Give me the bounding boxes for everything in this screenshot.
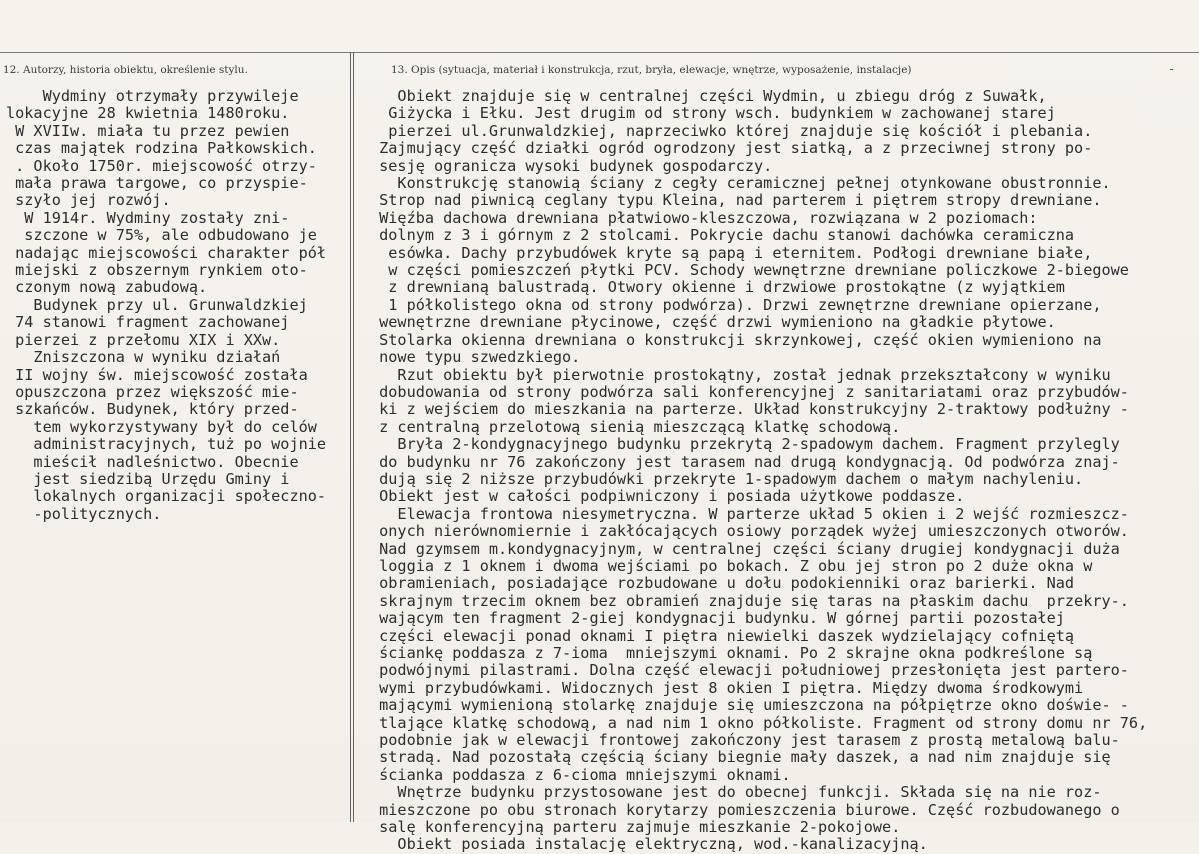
history-text-line: Wydminy otrzymały przywileje bbox=[6, 88, 299, 105]
description-text-line: stradą. Nad pozostałą częścią ściany biegnie mały daszek, a nad nim znajduje się bbox=[370, 749, 1111, 767]
history-column bbox=[6, 88, 352, 523]
description-text-line: Rzut obiektu był pierwotnie prostokątny, został jednak przekształcony w wyniku bbox=[370, 366, 1111, 384]
description-text-line: Konstrukcję stanowią ściany z cegły ceramicznej pełnej otynkowane obustronnie. bbox=[370, 175, 1111, 193]
heading-dash: - bbox=[1168, 62, 1176, 76]
description-text-line: podwójnymi pilastrami. Dolna część elewacji południowej przesłonięta jest partero- bbox=[370, 662, 1129, 680]
description-text-line: Strop nad piwnicą ceglany typu Kleina, nad parterem i piętrem stropy drewniane. bbox=[370, 192, 1102, 210]
history-text-line: Zniszczona w wyniku działań bbox=[6, 349, 281, 367]
history-text-line: II wojny św. miejscowość została bbox=[6, 366, 308, 384]
description-text-line: onych nierównomiernie i zakłócających osiowy porządek wyżej umieszczonych otworów. bbox=[370, 523, 1129, 541]
description-text-line: Obiekt jest w całości podpiwniczony i posiada użytkowe poddasze. bbox=[370, 488, 965, 506]
header-rule bbox=[0, 52, 1199, 53]
history-text-line: -politycznych. bbox=[6, 505, 162, 523]
history-text-line: jest siedzibą Urzędu Gminy i bbox=[6, 470, 290, 488]
history-text-line: szyło jej rozwój. bbox=[6, 192, 171, 210]
description-text-line: ściankę poddasza z 7-ioma mniejszymi oknami. Po 2 skrajne okna podkreślone są bbox=[370, 645, 1093, 662]
history-text-line: nadając miejscowości charakter pół bbox=[6, 244, 327, 262]
description-text-line: Elewacja frontowa niesymetryczna. W parterze układ 5 okien i 2 wejść rozmieszcz- bbox=[370, 505, 1129, 523]
description-text-line: salę konferencyjną parteru zajmuje mieszkanie 2-pokojowe. bbox=[370, 819, 901, 837]
description-text-line: części elewacji ponad oknami I piętra niewielki daszek wydzielający cofniętą bbox=[370, 627, 1075, 645]
description-text-line: dobudowania od strony podwórza sali konferencyjnej z sanitariatami oraz przybudów- bbox=[370, 383, 1129, 401]
history-text-line: tem wykorzystywany był do celów bbox=[6, 418, 317, 436]
description-text-line: podobnie jak w elewacji frontowej zakończony jest tarasem z prostą metalową balu- bbox=[370, 732, 1120, 750]
history-text-line: 74 stanowi fragment zachowanej bbox=[6, 314, 290, 332]
description-text-line: dolnym z 3 i górnym z 2 stolcami. Pokrycie dachu stanowi dachówka ceramiczna bbox=[370, 227, 1075, 245]
description-text-line: 1 półkolistego okna od strony podwórza). Drzwi zewnętrzne drewniane opierzane, bbox=[370, 296, 1102, 314]
description-text-line: ki z wejściem do mieszkania na parterze. Układ konstrukcyjny 2-traktowy podłużny - bbox=[370, 401, 1129, 419]
description-text-line: wewnętrzne drewniane płycinowe, część drzwi wymieniono na gładkie płytowe. bbox=[370, 314, 1056, 332]
description-text-line: nowe typu szwedzkiego. bbox=[370, 349, 581, 367]
description-text-line: mającymi wymienioną stolarkę znajduje się umieszczona na półpiętrze okno doświe- - bbox=[370, 697, 1129, 715]
history-text-line: Budynek przy ul. Grunwaldzkiej bbox=[6, 296, 308, 314]
history-text-line: W XVIIw. miała tu przez pewien bbox=[6, 122, 290, 140]
description-text-line: Wnętrze budynku przystosowane jest do obecnej funkcji. Składa się na nie roz- bbox=[370, 784, 1102, 802]
history-text-line: opuszczona przez większość mie- bbox=[6, 383, 299, 401]
description-text-line: w części pomieszczeń płytki PCV. Schody wewnętrzne drewniane policzkowe 2-biegowe bbox=[370, 262, 1129, 280]
history-text-line: mała prawa targowe, co przyspie- bbox=[6, 175, 308, 193]
description-text-line: dują się 2 niższe przybudówki przekryte 1-spadowym dachem o małym nachyleniu. bbox=[370, 470, 1084, 488]
description-text-line: obramieniach, posiadające rozbudowane u dołu podokienniki oraz barierki. Nad bbox=[370, 575, 1075, 593]
description-text-line: ścianka poddasza z 6-cioma mniejszymi oknami. bbox=[370, 766, 791, 784]
description-text-line: Giżycka i Ełku. Jest drugim od strony wsch. budynkiem w zachowanej starej bbox=[370, 105, 1056, 123]
history-text-line: lokalnych organizacji społeczno- bbox=[6, 488, 327, 506]
history-text-line: czas majątek rodzina Pałkowskich. bbox=[6, 140, 317, 158]
description-text-line: tlające klatkę schodową, a nad nim 1 okno półkoliste. Fragment od strony domu nr 76, bbox=[370, 714, 1148, 732]
history-text-line: szczone w 75%, ale odbudowano je bbox=[6, 227, 317, 245]
description-text-line: z centralną przelotową sienią mieszczącą klatkę schodową. bbox=[370, 418, 901, 436]
history-text-line: miejski z obszernym rynkiem oto- bbox=[6, 262, 308, 280]
description-text-line: Stolarka okienna drewniana o konstrukcji skrzynkowej, część okien wymieniono na bbox=[370, 331, 1102, 349]
history-text-line: administracyjnych, tuż po wojnie bbox=[6, 436, 327, 454]
description-column bbox=[370, 88, 1198, 854]
description-text-line: Obiekt znajduje się w centralnej części Wydmin, u zbiegu dróg z Suwałk, bbox=[370, 88, 1047, 105]
history-text-line: lokacyjne 28 kwietnia 1480roku. bbox=[6, 105, 290, 123]
description-text-line: wającym ten fragment 2-giej kondygnacji budynku. W górnej partii pozostałej bbox=[370, 610, 1065, 628]
description-text-line: skrajnym trzecim oknem bez obramień znajduje się taras na płaskim dachu przekry-. bbox=[370, 592, 1129, 610]
section-12-heading: 12. Autorzy, historia obiektu, określenie stylu. bbox=[3, 64, 248, 76]
history-text-line: czonym nową zabudową. bbox=[6, 279, 208, 297]
description-text-line: Zajmujący część działki ogród ogrodzony jest siatką, a z przeciwnej strony po- bbox=[370, 140, 1093, 158]
description-text-line: esówka. Dachy przybudówek kryte są papą i eternitem. Podłogi drewniane białe, bbox=[370, 244, 1093, 262]
history-text-line: . Około 1750r. miejscowość otrzy- bbox=[6, 157, 317, 175]
description-text-line: pierzei ul.Grunwaldzkiej, naprzeciwko której znajduje się kościół i plebania. bbox=[370, 122, 1093, 140]
section-13-heading: 13. Opis (sytuacja, materiał i konstrukcja, rzut, bryła, elewacje, wnętrze, wyposażenie, instalacje) bbox=[391, 64, 912, 76]
description-text-line: mieszczone po obu stronach korytarzy pomieszczenia biurowe. Część rozbudowanego o bbox=[370, 801, 1120, 819]
description-text-line: wymi przybudówkami. Widocznych jest 8 okien I piętra. Między dwoma środkowymi bbox=[370, 679, 1084, 697]
description-text-line: Więźba dachowa drewniana płatwiowo-kleszczowa, rozwiązana w 2 poziomach: bbox=[370, 209, 1038, 227]
description-text-line: z drewnianą balustradą. Otwory okienne i drzwiowe prostokątne (z wyjątkiem bbox=[370, 279, 1065, 297]
history-text-line: szkańców. Budynek, który przed- bbox=[6, 401, 299, 419]
history-text-line: pierzei z przełomu XIX i XXw. bbox=[6, 331, 281, 349]
description-text-line: sesję ogranicza wysoki budynek gospodarczy. bbox=[370, 157, 773, 175]
description-text-line: Nad gzymsem m.kondygnacyjnym, w centralnej części ściany drugiej kondygnacji duża bbox=[370, 540, 1120, 558]
description-text-line: Obiekt posiada instalację elektryczną, wod.-kanalizacyjną. bbox=[370, 836, 928, 854]
description-text-line: loggia z 1 oknem i dwoma wejściami po bokach. Z obu jej stron po 2 duże okna w bbox=[370, 557, 1093, 575]
description-text-line: do budynku nr 76 zakończony jest tarasem nad drugą kondygnacją. Od podwórza znaj- bbox=[370, 453, 1120, 471]
history-text-line: mieścił nadleśnictwo. Obecnie bbox=[6, 453, 299, 471]
description-text-line: Bryła 2-kondygnacyjnego budynku przekrytą 2-spadowym dachem. Fragment przylegly bbox=[370, 436, 1120, 454]
history-text-line: W 1914r. Wydminy zostały zni- bbox=[6, 209, 290, 227]
